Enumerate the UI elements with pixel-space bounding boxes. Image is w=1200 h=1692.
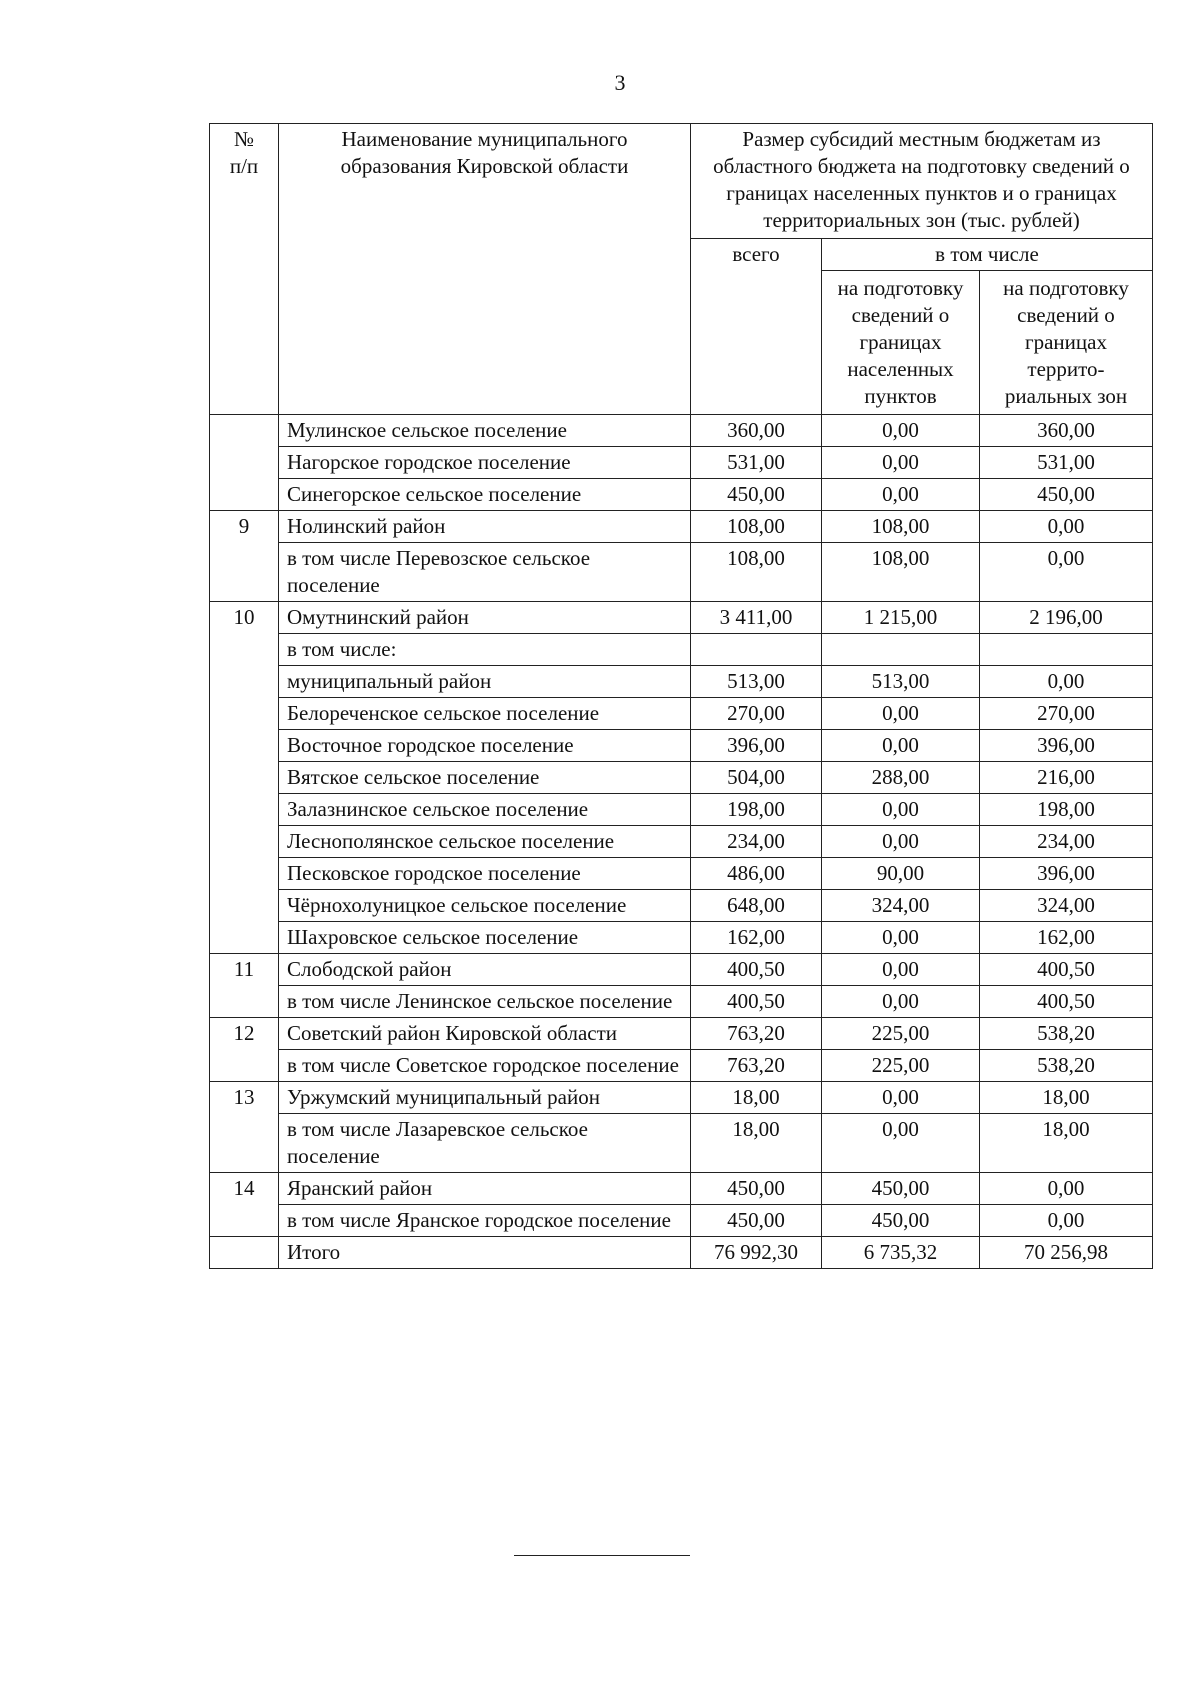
cell-name: в том числе Яранское городское поселение xyxy=(279,1205,691,1237)
cell-settlements: 225,00 xyxy=(822,1050,980,1082)
cell-zones: 450,00 xyxy=(980,479,1153,511)
cell-zones: 0,00 xyxy=(980,666,1153,698)
total-settlements: 6 735,32 xyxy=(822,1237,980,1269)
cell-zones: 18,00 xyxy=(980,1082,1153,1114)
cell-name: Нагорское городское поселение xyxy=(279,447,691,479)
cell-name: Омутнинский район xyxy=(279,602,691,634)
cell-settlements: 0,00 xyxy=(822,1114,980,1173)
cell-zones: 0,00 xyxy=(980,1173,1153,1205)
cell-total: 450,00 xyxy=(691,479,822,511)
cell-total: 108,00 xyxy=(691,543,822,602)
cell-settlements: 90,00 xyxy=(822,858,980,890)
table-row xyxy=(210,511,1153,543)
header-col-name: Наименование муниципального образования Кировской области xyxy=(279,124,691,415)
cell-no xyxy=(210,415,279,511)
cell-settlements: 0,00 xyxy=(822,794,980,826)
cell-settlements: 0,00 xyxy=(822,447,980,479)
total-sum: 76 992,30 xyxy=(691,1237,822,1269)
cell-name: Вятское сельское поселение xyxy=(279,762,691,794)
table-row xyxy=(210,447,1153,479)
header-col-zones: на подготовку сведений о границах террито-риальных зон xyxy=(980,271,1153,415)
total-row xyxy=(210,1237,1153,1269)
table-row xyxy=(210,922,1153,954)
cell-name: в том числе: xyxy=(279,634,691,666)
cell-total: 648,00 xyxy=(691,890,822,922)
cell-name: Уржумский муниципальный район xyxy=(279,1082,691,1114)
cell-name: в том числе Лазаревское сельское поселение xyxy=(279,1114,691,1173)
cell-zones: 324,00 xyxy=(980,890,1153,922)
cell-total: 400,50 xyxy=(691,954,822,986)
cell-zones: 396,00 xyxy=(980,730,1153,762)
cell-name: Нолинский район xyxy=(279,511,691,543)
cell-settlements: 450,00 xyxy=(822,1173,980,1205)
table-row xyxy=(210,986,1153,1018)
cell-name: Залазнинское сельское поселение xyxy=(279,794,691,826)
cell-total: 162,00 xyxy=(691,922,822,954)
table-row xyxy=(210,479,1153,511)
cell-settlements: 0,00 xyxy=(822,986,980,1018)
table-row xyxy=(210,890,1153,922)
cell-total: 400,50 xyxy=(691,986,822,1018)
cell-total: 270,00 xyxy=(691,698,822,730)
page-number: 3 xyxy=(614,70,626,95)
cell-zones: 360,00 xyxy=(980,415,1153,447)
cell-zones: 216,00 xyxy=(980,762,1153,794)
cell-settlements: 0,00 xyxy=(822,479,980,511)
cell-total: 450,00 xyxy=(691,1173,822,1205)
cell-no: 13 xyxy=(210,1082,279,1173)
header-col-total: всего xyxy=(691,239,822,415)
cell-total xyxy=(691,634,822,666)
cell-no: 9 xyxy=(210,511,279,602)
cell-name: Синегорское сельское поселение xyxy=(279,479,691,511)
cell-total: 108,00 xyxy=(691,511,822,543)
cell-settlements xyxy=(822,634,980,666)
total-zones: 70 256,98 xyxy=(980,1237,1153,1269)
cell-total: 486,00 xyxy=(691,858,822,890)
table-row xyxy=(210,415,1153,447)
cell-no: 11 xyxy=(210,954,279,1018)
table-row xyxy=(210,1114,1153,1173)
table-row xyxy=(210,1018,1153,1050)
cell-zones: 396,00 xyxy=(980,858,1153,890)
cell-settlements: 0,00 xyxy=(822,1082,980,1114)
cell-total: 18,00 xyxy=(691,1082,822,1114)
cell-total: 531,00 xyxy=(691,447,822,479)
header-col-settlements: на подготовку сведений о границах населенных пунктов xyxy=(822,271,980,415)
cell-name: Белореченское сельское поселение xyxy=(279,698,691,730)
cell-zones: 234,00 xyxy=(980,826,1153,858)
cell-settlements: 0,00 xyxy=(822,730,980,762)
cell-total: 450,00 xyxy=(691,1205,822,1237)
cell-settlements: 450,00 xyxy=(822,1205,980,1237)
cell-name: в том числе Перевозское сельское поселение xyxy=(279,543,691,602)
cell-name: Слободской район xyxy=(279,954,691,986)
total-label: Итого xyxy=(279,1237,691,1269)
table-row xyxy=(210,1205,1153,1237)
cell-settlements: 513,00 xyxy=(822,666,980,698)
table-row xyxy=(210,1173,1153,1205)
cell-total: 396,00 xyxy=(691,730,822,762)
cell-settlements: 0,00 xyxy=(822,415,980,447)
table-row xyxy=(210,762,1153,794)
cell-no xyxy=(210,1237,279,1269)
table-row xyxy=(210,543,1153,602)
cell-name: в том числе Ленинское сельское поселение xyxy=(279,986,691,1018)
header-col-size: Размер субсидий местным бюджетам из областного бюджета на подготовку сведений о границах населенных пунктов и о границах территориальных зон (тыс. рублей) xyxy=(691,124,1153,239)
cell-zones: 198,00 xyxy=(980,794,1153,826)
cell-total: 763,20 xyxy=(691,1050,822,1082)
cell-zones: 270,00 xyxy=(980,698,1153,730)
cell-zones: 538,20 xyxy=(980,1018,1153,1050)
cell-zones: 18,00 xyxy=(980,1114,1153,1173)
table-row xyxy=(210,858,1153,890)
cell-settlements: 108,00 xyxy=(822,511,980,543)
cell-name: Песковское городское поселение xyxy=(279,858,691,890)
cell-zones xyxy=(980,634,1153,666)
cell-settlements: 1 215,00 xyxy=(822,602,980,634)
subsidy-table xyxy=(209,123,1153,1269)
table-row xyxy=(210,826,1153,858)
cell-settlements: 0,00 xyxy=(822,954,980,986)
cell-settlements: 0,00 xyxy=(822,922,980,954)
cell-total: 3 411,00 xyxy=(691,602,822,634)
table-body xyxy=(210,124,1153,1269)
cell-zones: 162,00 xyxy=(980,922,1153,954)
cell-zones: 531,00 xyxy=(980,447,1153,479)
table-row xyxy=(210,1082,1153,1114)
cell-zones: 2 196,00 xyxy=(980,602,1153,634)
cell-name: Мулинское сельское поселение xyxy=(279,415,691,447)
end-divider xyxy=(514,1555,690,1556)
cell-name: Леснополянское сельское поселение xyxy=(279,826,691,858)
cell-name: муниципальный район xyxy=(279,666,691,698)
cell-total: 504,00 xyxy=(691,762,822,794)
header-col-no: № п/п xyxy=(210,124,279,415)
cell-total: 763,20 xyxy=(691,1018,822,1050)
cell-no: 12 xyxy=(210,1018,279,1082)
cell-total: 234,00 xyxy=(691,826,822,858)
cell-settlements: 225,00 xyxy=(822,1018,980,1050)
cell-name: Яранский район xyxy=(279,1173,691,1205)
table-row xyxy=(210,666,1153,698)
table-row xyxy=(210,698,1153,730)
cell-name: в том числе Советское городское поселение xyxy=(279,1050,691,1082)
cell-name: Восточное городское поселение xyxy=(279,730,691,762)
cell-zones: 400,50 xyxy=(980,954,1153,986)
cell-settlements: 324,00 xyxy=(822,890,980,922)
cell-settlements: 288,00 xyxy=(822,762,980,794)
cell-no: 10 xyxy=(210,602,279,954)
cell-total: 513,00 xyxy=(691,666,822,698)
cell-settlements: 0,00 xyxy=(822,826,980,858)
table-row xyxy=(210,1050,1153,1082)
cell-total: 18,00 xyxy=(691,1114,822,1173)
cell-settlements: 0,00 xyxy=(822,698,980,730)
header-row-1 xyxy=(210,124,1153,239)
table-row xyxy=(210,794,1153,826)
cell-zones: 538,20 xyxy=(980,1050,1153,1082)
cell-zones: 0,00 xyxy=(980,543,1153,602)
cell-name: Чёрнохолуницкое сельское поселение xyxy=(279,890,691,922)
cell-no: 14 xyxy=(210,1173,279,1237)
table-row xyxy=(210,954,1153,986)
table-row xyxy=(210,634,1153,666)
table-row xyxy=(210,602,1153,634)
header-col-incl: в том числе xyxy=(822,239,1153,271)
cell-total: 360,00 xyxy=(691,415,822,447)
cell-zones: 0,00 xyxy=(980,511,1153,543)
table-row xyxy=(210,730,1153,762)
cell-settlements: 108,00 xyxy=(822,543,980,602)
cell-zones: 400,50 xyxy=(980,986,1153,1018)
cell-total: 198,00 xyxy=(691,794,822,826)
cell-name: Шахровское сельское поселение xyxy=(279,922,691,954)
cell-name: Советский район Кировской области xyxy=(279,1018,691,1050)
cell-zones: 0,00 xyxy=(980,1205,1153,1237)
